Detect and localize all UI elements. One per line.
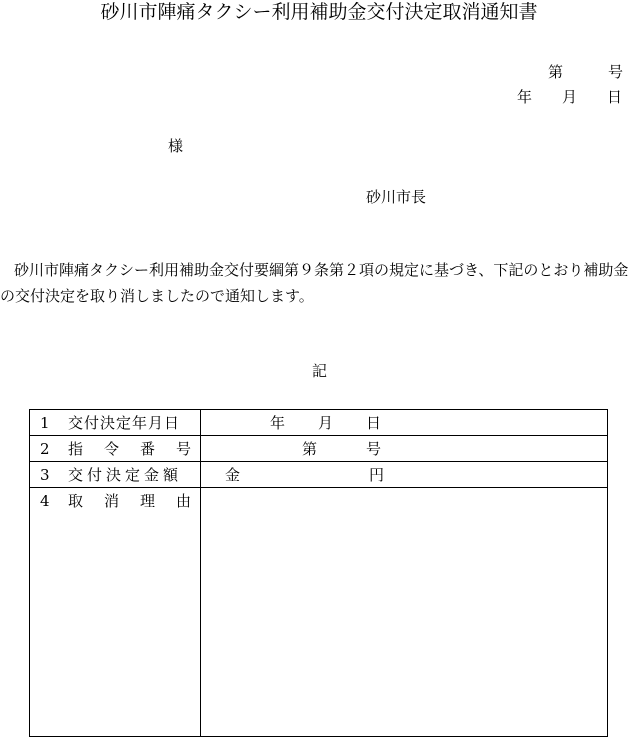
row-value-decision-amount: 金 円 — [225, 466, 386, 484]
row-number: 2 — [40, 440, 50, 458]
row-label-directive-number: 指 令 番 号 — [68, 440, 195, 458]
addressee-suffix: 様 — [168, 137, 184, 155]
row-label-decision-date: 交付決定年月日 — [68, 414, 181, 432]
ki-heading: 記 — [312, 362, 328, 380]
document-date-line: 年 月 日 — [517, 88, 623, 106]
row-number: 1 — [40, 414, 50, 432]
issuer-name: 砂川市長 — [366, 188, 427, 206]
row-value-directive-number: 第 号 — [302, 440, 383, 458]
details-table — [29, 409, 608, 737]
row-label-decision-amount: 交付決定金額 — [68, 466, 183, 484]
body-text-line-1: 砂川市陣痛タクシー利用補助金交付要綱第９条第２項の規定に基づき、下記のとおり補助金 — [14, 261, 629, 279]
row-value-decision-date: 年 月 日 — [270, 414, 383, 432]
table-row-directive-number — [30, 436, 607, 462]
body-text-line-2: の交付決定を取り消しましたので通知します。 — [0, 287, 314, 305]
document-number-line: 第 号 — [548, 63, 624, 81]
row-number: 4 — [40, 492, 50, 510]
table-row-decision-amount — [30, 462, 607, 488]
document-title: 砂川市陣痛タクシー利用補助金交付決定取消通知書 — [100, 1, 538, 23]
table-row-cancellation-reason — [30, 488, 607, 736]
row-number: 3 — [40, 466, 50, 484]
table-row-decision-date — [30, 410, 607, 436]
row-label-cancellation-reason: 取 消 理 由 — [68, 492, 195, 510]
